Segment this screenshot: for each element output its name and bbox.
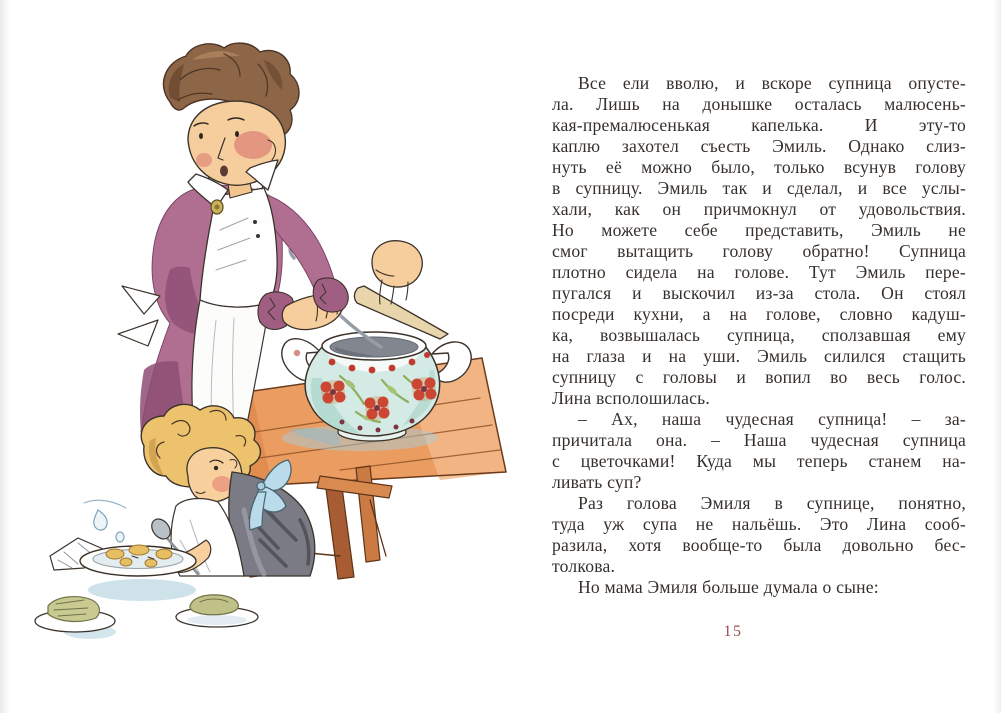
text-line: смог вытащить голову обратно! Супница — [552, 241, 966, 261]
text-line: каплю захотел съесть Эмиль. Однако слиз- — [552, 136, 966, 156]
text-line: Лина всполошилась. — [552, 388, 710, 408]
text-column — [552, 73, 966, 598]
eye — [235, 131, 239, 137]
page-edge-shading — [993, 0, 1001, 713]
text-line: супницу с головы и вопил во весь голос. — [552, 367, 966, 387]
sleeve-cuff — [313, 278, 348, 312]
text-line: ка, возвышалась супница, сползавшая ему — [552, 325, 966, 345]
text-line: причитала она. – Наша чудесная супница — [552, 430, 966, 450]
text-line: – Ах, наша чудесная супница! – за- — [578, 409, 966, 429]
text-line: посреди кухни, а на голове, словно кадуш- — [552, 304, 966, 324]
cheek — [234, 131, 272, 159]
text-line: ла. Лишь на донышке осталась малюсень- — [552, 94, 966, 114]
text-line: нуть её можно было, только всунув голову — [552, 157, 966, 177]
paragraph — [552, 73, 966, 409]
text-line: Все ели вволю, и вскоре супница опусте- — [578, 73, 966, 93]
eye — [214, 466, 218, 470]
eye — [199, 133, 203, 139]
paragraph — [552, 577, 966, 598]
mouth — [220, 166, 228, 177]
mother-hand — [372, 241, 422, 287]
page-number: 15 — [723, 623, 743, 640]
wooden-spoon — [354, 286, 448, 339]
text-line: разила, хотя вообще-то была довольно бес- — [552, 535, 966, 555]
splash-drops — [84, 500, 126, 542]
saucer-left — [35, 597, 116, 639]
cheek — [196, 153, 212, 167]
saucer-center — [176, 595, 258, 627]
sandwich — [190, 595, 238, 615]
text-line: в супницу. Эмиль так и сделал, и все услы- — [552, 178, 966, 198]
table-leg — [326, 487, 354, 579]
text-line: с цветочками! Куда мы теперь станем на- — [552, 451, 966, 471]
apron-tie — [118, 320, 158, 346]
text-line: хали, как он причмокнул от удовольствия. — [552, 199, 966, 219]
paragraph — [552, 409, 966, 493]
page-edge-shading — [0, 0, 10, 713]
text-line: туда уж супа не нальёшь. Это Лина сооб- — [552, 514, 966, 534]
text-line: плотно сидела на голове. Тут Эмиль пере- — [552, 262, 966, 282]
chair — [356, 466, 380, 562]
illustration — [20, 40, 520, 650]
text-line: Но можете себе представить, Эмиль не — [552, 220, 966, 240]
text-line: Раз голова Эмиля в супнице, понятно, — [578, 493, 966, 513]
text-line: кая-премалюсенькая капелька. И эту-то — [552, 115, 966, 135]
text-line: пугался и выскочил из-за стола. Он стоял — [552, 283, 966, 303]
text-line: толкова. — [552, 556, 616, 576]
text-line: Но мама Эмиля больше думала о сыне: — [578, 577, 879, 597]
text-line: ливать суп? — [552, 472, 642, 492]
paragraph — [552, 493, 966, 577]
text-line: на глаза и на уши. Эмиль силился стащить — [552, 346, 966, 366]
